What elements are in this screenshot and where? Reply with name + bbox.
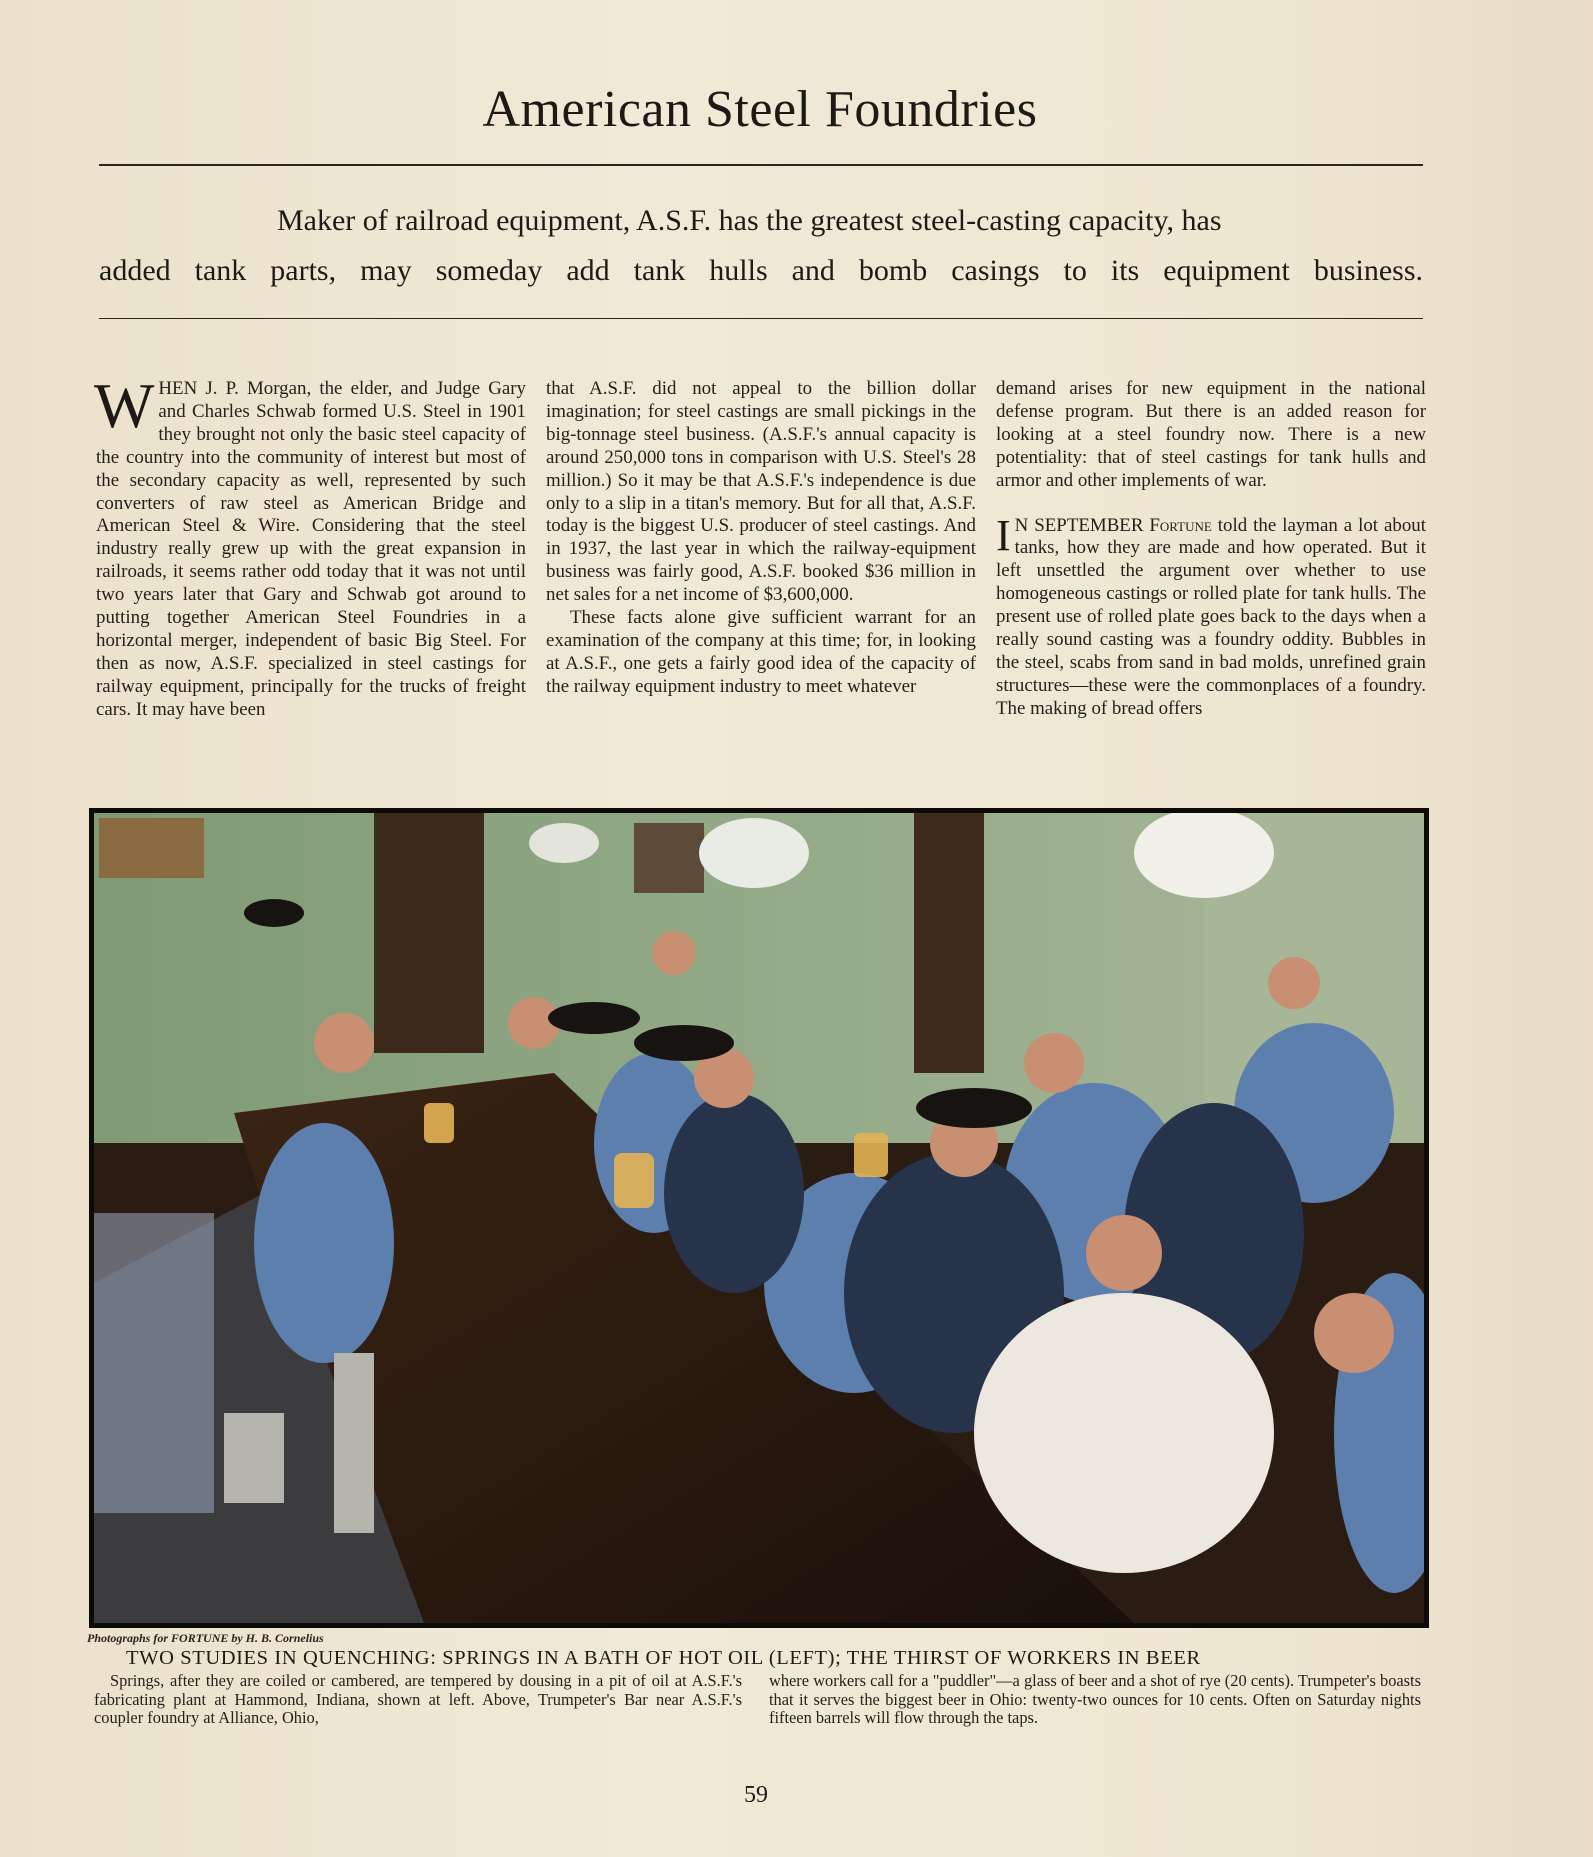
column-2-paragraph-2: These facts alone give sufficient warrant for an examination of the company at this time; for, in looking at A.S.F., one gets a fairly good idea of the capacity of the railway equipment industry to meet whatever: [546, 607, 976, 697]
caption-right: where workers call for a "puddler"—a glass of beer and a shot of rye (20 cents). Trumpeter's boasts that it serves the biggest beer in Ohio: twenty-two ounces for 10 cents. Often on Saturday nights fifteen barrels will flow through the taps.: [769, 1671, 1421, 1727]
column-2-paragraph-1: that A.S.F. did not appeal to the billion dollar imagination; for steel castings are small pickings in the big-tonnage steel business. (A.S.F.'s annual capacity is around 250,000 tons in comparison with U.S. Steel's 28 million.) So it may be that A.S.F.'s independence is due only to a slip in a titan's memory. But for all that, A.S.F. today is the biggest U.S. producer of steel castings. And in 1937, the last year in which the railway-equipment business was fairly good, A.S.F. booked $36 million in net sales for a net income of $3,600,000.: [546, 378, 976, 606]
section-lead: N SEPTEMBER: [1014, 514, 1150, 536]
column-1-text: HEN J. P. Morgan, the elder, and Judge Gary and Charles Schwab formed U.S. Steel in 1901 they brought not only the basic steel capacity of the country into the community of interest but most of the secondary capacity as well, represented by such converters of raw steel as American Bridge and American Steel & Wire. Considering that the steel industry really grew up with the great expansion in railroads, it seems rather odd today that it was not until two years later that Gary and Schwab got around to putting together American Steel Foundries in a horizontal merger, independent of basic Big Steel. For then as now, A.S.F. specialized in steel castings for railway equipment, principally for the trucks of freight cars. It may have been: [96, 378, 526, 720]
column-1-paragraph: [94, 370, 526, 722]
photo-credit: Photographs for FORTUNE by H. B. Cornelius: [87, 1631, 324, 1645]
drop-cap-w: W: [94, 370, 155, 441]
drop-cap-i: I: [996, 510, 1011, 560]
paragraph-gap: [996, 493, 1426, 515]
page-number: 59: [744, 1782, 768, 1808]
bar-photo-illustration: [94, 813, 1424, 1623]
article-column-2: [546, 378, 976, 699]
column-3-paragraph-1: demand arises for new equipment in the national defense program. But there is an added reason for looking at a steel foundry now. There is a new potentiality: that of steel castings for tank hulls and armor and other implements of war.: [996, 378, 1426, 491]
article-column-1: [94, 370, 526, 722]
bar-photo: [89, 808, 1429, 1628]
deck-line-1: Maker of railroad equipment, A.S.F. has the greatest steel-casting capacity, has: [277, 204, 1222, 237]
caption-headline: TWO STUDIES IN QUENCHING: SPRINGS IN A BATH OF HOT OIL (LEFT); THE THIRST OF WORKERS IN BEER: [126, 1647, 1201, 1669]
article-title: American Steel Foundries: [482, 81, 1038, 138]
deck-line-2: added tank parts, may someday add tank hulls and bomb casings to its equipment business.: [99, 254, 1423, 287]
column-3-paragraph-2: [996, 510, 1426, 721]
article-deck: [99, 196, 1423, 296]
column-3-text: told the layman a lot about tanks, how they are made and how operated. But it left unsettled the argument over whether to use homogeneous castings or rolled plate for tank hulls. The present use of rolled plate goes back to the days when a really sound casting was a foundry oddity. Bubbles in the steel, scabs from sand in bad molds, unrefined grain structures—these were the commonplaces of a foundry. The making of bread offers: [996, 514, 1426, 719]
deck-rule: [99, 318, 1423, 319]
caption-left-text: Springs, after they are coiled or cambered, are tempered by dousing in a pit of oil at A.S.F.'s fabricating plant at Hammond, Indiana, shown at left. Above, Trumpeter's Bar near A.S.F.'s coupler foundry at Alliance, Ohio,: [94, 1671, 742, 1727]
title-rule: [99, 164, 1423, 166]
article-column-3: [996, 378, 1426, 721]
fortune-name: Fortune: [1149, 514, 1212, 536]
caption-left: [94, 1672, 742, 1728]
